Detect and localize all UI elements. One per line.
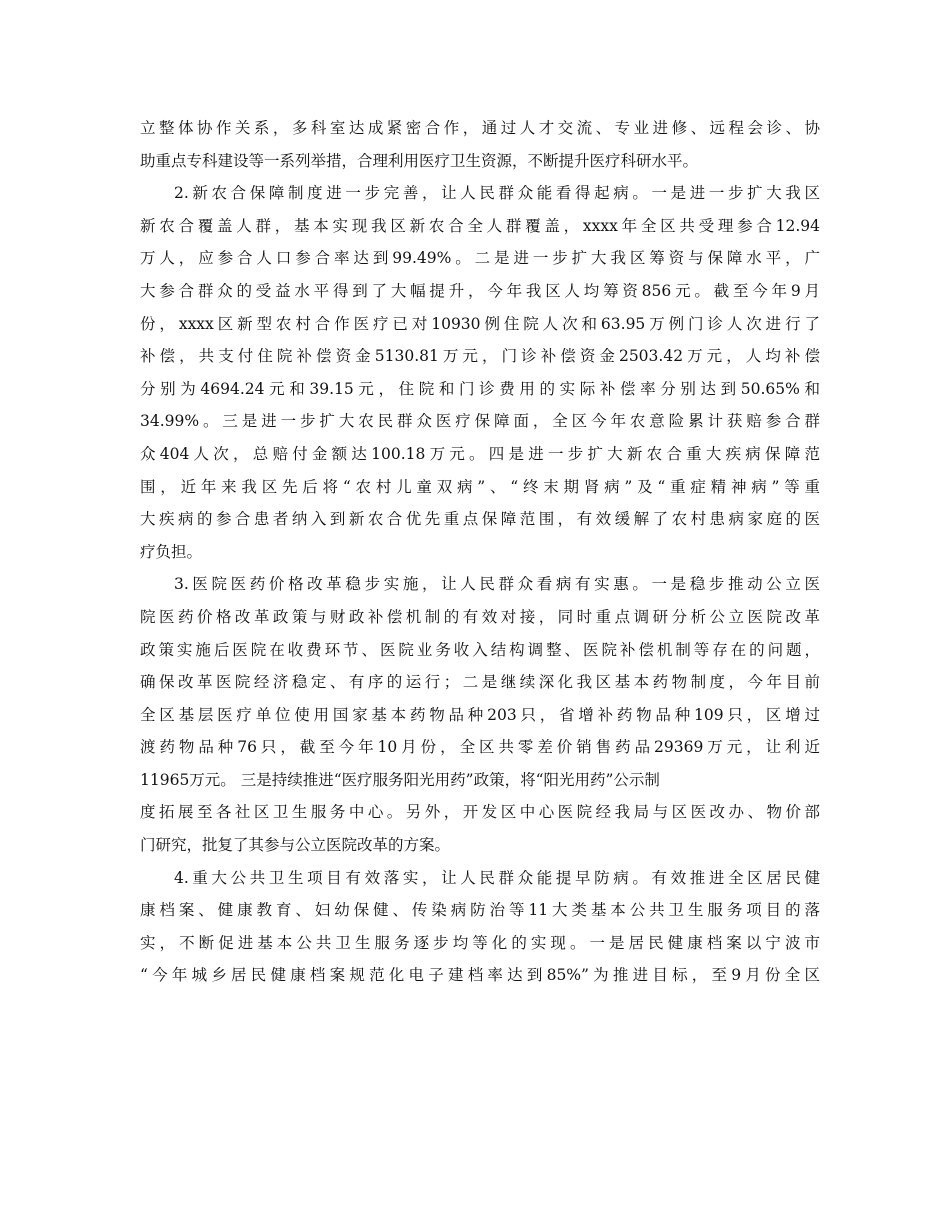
text-line: 大参合群众的受益水平得到了大幅提升，今年我区人均筹资856元。截至今年9月	[140, 281, 820, 300]
text-line: 度拓展至各社区卫生服务中心。另外，开发区中心医院经我局与区医改办、物价部	[140, 803, 820, 822]
text-line: 份，xxxx区新型农村合作医疗已对10930例住院人次和63.95万例门诊人次进行了	[140, 314, 820, 333]
text-line: 围，近年来我区先后将“农村儿童双病”、“终末期肾病”及“重症精神病”等重	[140, 477, 820, 496]
text-line: 政策实施后医院在收费环节、医院业务收入结构调整、医院补偿机制等存在的问题，	[140, 640, 820, 659]
text-line: 分别为4694.24元和39.15元，住院和门诊费用的实际补偿率分别达到50.65%和	[140, 379, 820, 398]
text-line: 全区基层医疗单位使用国家基本药物品种203只，省增补药物品种109只，区增过	[140, 705, 820, 724]
text-line: 疗负担。	[140, 542, 203, 561]
text-line: 34.99%。三是进一步扩大农民群众医疗保障面，全区今年农意险累计获赔参合群	[140, 412, 820, 431]
text-line: 立整体协作关系，多科室达成紧密合作，通过人才交流、专业进修、远程会诊、协	[140, 119, 820, 137]
paragraph-3	[140, 568, 820, 861]
text-line: 万人，应参合人口参合率达到99.49%。二是进一步扩大我区筹资与保障水平，广	[140, 249, 820, 268]
text-line: 4.重大公共卫生项目有效落实，让人民群众能提早防病。有效推进全区居民健	[174, 868, 820, 887]
text-line: 众404人次，总赔付金额达100.18万元。四是进一步扩大新农合重大疾病保障范	[140, 444, 820, 463]
text-line: 确保改革医院经济稳定、有序的运行；二是继续深化我区基本药物制度，今年目前	[140, 673, 820, 692]
paragraph-1	[140, 112, 820, 177]
paragraph-4	[140, 862, 820, 992]
text-line: 新农合覆盖人群，基本实现我区新农合全人群覆盖，xxxx年全区共受理参合12.94	[140, 216, 820, 235]
text-line: “今年城乡居民健康档案规范化电子建档率达到85%”为推进目标，至9月份全区	[140, 966, 820, 985]
text-line: 门研究，批复了其参与公立医院改革的方案。	[140, 836, 451, 855]
text-line: 11965万元。 三是持续推进“医疗服务阳光用药”政策，将“阳光用药”公示制	[140, 770, 660, 789]
text-line: 院医药价格改革政策与财政补偿机制的有效对接，同时重点调研分析公立医院改革	[140, 607, 820, 626]
text-line: 康档案、健康教育、妇幼保健、传染病防治等11大类基本公共卫生服务项目的落	[140, 901, 820, 920]
text-line: 大疾病的参合患者纳入到新农合优先重点保障范围，有效缓解了农村患病家庭的医	[140, 510, 820, 529]
text-line: 助重点专科建设等一系列举措，合理利用医疗卫生资源，不断提升医疗科研水平。	[140, 151, 699, 170]
text-line: 渡药物品种76只，截至今年10月份，全区共零差价销售药品29369万元，让利近	[140, 738, 820, 757]
document-body	[140, 112, 820, 992]
text-line: 实，不断促进基本公共卫生服务逐步均等化的实现。一是居民健康档案以宁波市	[140, 933, 820, 952]
text-line: 补偿，共支付住院补偿资金5130.81万元，门诊补偿资金2503.42万元，人均补偿	[140, 347, 820, 366]
text-line: 3.医院医药价格改革稳步实施，让人民群众看病有实惠。一是稳步推动公立医	[174, 575, 820, 594]
text-line: 2.新农合保障制度进一步完善，让人民群众能看得起病。一是进一步扩大我区	[174, 184, 820, 203]
paragraph-2	[140, 177, 820, 568]
